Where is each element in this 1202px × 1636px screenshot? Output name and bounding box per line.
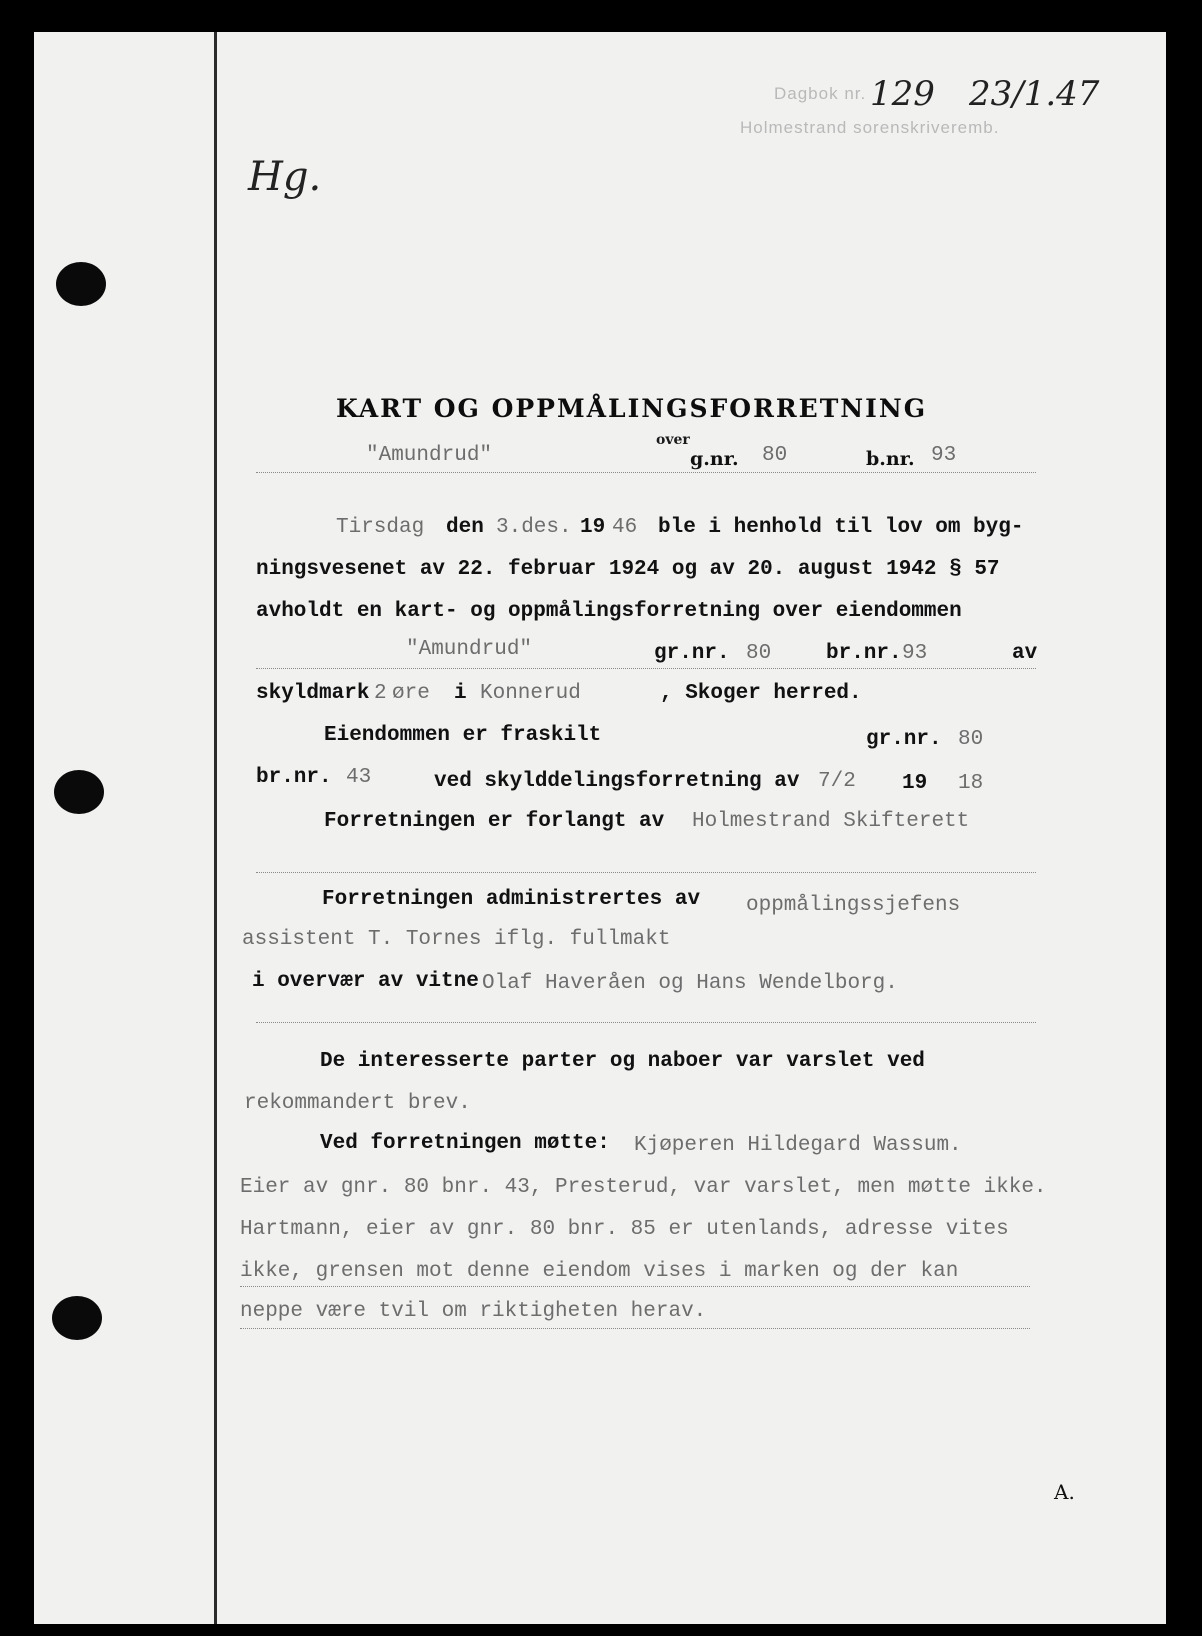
body-text: Forretningen administrertes av: [322, 888, 701, 911]
punch-hole: [52, 1296, 102, 1340]
faint-header-1: Dagbok nr.: [774, 84, 867, 103]
attendee: Kjøperen Hildegard Wassum.: [634, 1134, 962, 1157]
body-text: rekommandert brev.: [244, 1092, 471, 1115]
body-text: ikke, grensen mot denne eiendom vises i marken og der kan: [240, 1260, 959, 1283]
gnr-value: 80: [762, 444, 788, 467]
gnr-label: g.nr.: [690, 448, 739, 470]
body-text: neppe være tvil om riktigheten herav.: [240, 1300, 707, 1323]
punch-hole: [56, 262, 106, 306]
dotted-rule: [256, 872, 1036, 873]
body-text: av: [1012, 642, 1038, 665]
dotted-rule: [256, 668, 1036, 669]
requester: Holmestrand Skifterett: [692, 810, 970, 833]
place-name: Konnerud: [480, 682, 581, 705]
property-name: "Amundrud": [366, 444, 493, 467]
body-text: De interesserte parter og naboer var varslet ved: [320, 1050, 925, 1073]
dotted-rule: [256, 472, 1036, 473]
dotted-rule: [256, 1022, 1036, 1023]
br-label: br.nr.: [826, 642, 902, 665]
body-text: ningsvesenet av 22. februar 1924 og av 20. august 1942 § 57: [256, 558, 1000, 581]
skyld-year: 18: [958, 772, 984, 795]
witnesses: Olaf Haveråen og Hans Wendelborg.: [482, 972, 898, 995]
property-name-2: "Amundrud": [406, 638, 533, 661]
journal-number: 129: [870, 74, 935, 114]
gr-value: 80: [746, 642, 772, 665]
body-text: Eiendommen er fraskilt: [324, 724, 602, 747]
body-text: , Skoger herred.: [660, 682, 862, 705]
body-text: Ved forretningen møtte:: [320, 1132, 610, 1155]
punch-hole: [54, 770, 104, 814]
body-text: ved skylddelingsforretning av: [434, 770, 800, 793]
journal-date: 23/1.47: [969, 74, 1100, 114]
body-day: Tirsdag: [336, 516, 425, 539]
document-page: [34, 32, 1166, 1624]
document-subtitle: over: [656, 432, 690, 448]
br-label: br.nr.: [256, 766, 332, 789]
skyld-date: 7/2: [818, 770, 856, 793]
body-year: 46: [612, 516, 638, 539]
administrator: oppmålingssjefens: [746, 894, 961, 917]
margin-rule: [214, 32, 217, 1624]
br-value: 93: [902, 642, 928, 665]
page-mark: A.: [1054, 1480, 1075, 1504]
body-date: 3.des.: [496, 516, 572, 539]
gr-label: gr.nr.: [654, 642, 730, 665]
body-text: assistent T. Tornes iflg. fullmakt: [242, 928, 671, 951]
gr-value: 80: [958, 728, 984, 751]
dotted-rule: [240, 1286, 1030, 1287]
skyldmark-value: 2: [374, 682, 387, 705]
document-title: KART OG OPPMÅLINGSFORRETNING: [336, 394, 928, 423]
body-text: den: [446, 516, 484, 539]
bnr-label: b.nr.: [866, 448, 915, 470]
body-text: Eier av gnr. 80 bnr. 43, Presterud, var varslet, men møtte ikke.: [240, 1176, 1047, 1199]
body-text: Forretningen er forlangt av: [324, 810, 665, 833]
br-value: 43: [346, 766, 372, 789]
bnr-value: 93: [931, 444, 957, 467]
dotted-rule: [240, 1328, 1030, 1329]
body-text: 19: [902, 772, 928, 795]
body-text: 19: [580, 516, 606, 539]
body-text: Hartmann, eier av gnr. 80 bnr. 85 er utenlands, adresse vites: [240, 1218, 1009, 1241]
body-text: avholdt en kart- og oppmålingsforretning over eiendommen: [256, 600, 962, 623]
body-text: i overvær av vitne: [252, 970, 479, 993]
body-text: i: [454, 682, 467, 705]
faint-header-2: Holmestrand sorenskriveremb.: [740, 118, 1000, 137]
initials: Hg.: [248, 154, 322, 200]
body-text: ble i henhold til lov om byg-: [658, 516, 1024, 539]
body-text: skyldmark: [256, 682, 370, 705]
body-text: øre: [392, 682, 430, 705]
gr-label: gr.nr.: [866, 728, 942, 751]
